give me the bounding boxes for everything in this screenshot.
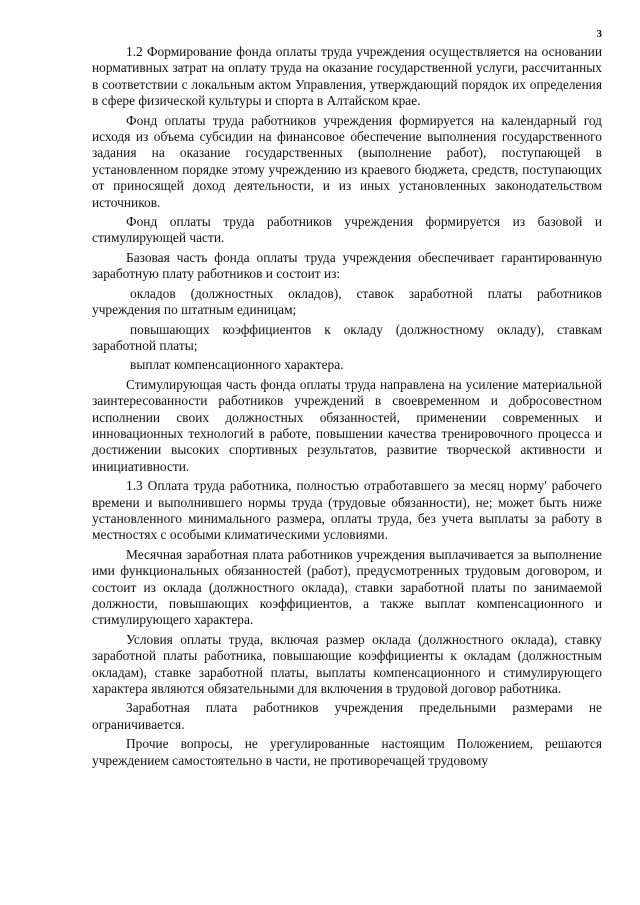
list-item-salaries: окладов (должностных окладов), ставок заработной платы работников учреждения по штатным единицам; — [92, 285, 602, 318]
paragraph-1-3-minimum-wage: 1.3 Оплата труда работника, полностью отработавшего за месяц норму' рабочего времени и выполнившего нормы труда (трудовые обязанности), не; может быть ниже установленного минимального размера, оплаты труда, без учета выплаты за работу в местностях с особыми климатическими условиями. — [92, 478, 602, 543]
paragraph-no-limit: Заработная плата работников учреждения предельными размерами не ограничивается. — [92, 700, 602, 732]
document-body — [92, 44, 602, 769]
paragraph-pay-conditions: Условия оплаты труда, включая размер оклада (должностного оклада), ставку заработной платы работника, повышающие коэффициенты к окладам (должностным окладам), ставке заработной платы, выплаты компенсационного и стимулирующего характера являются обязательными для включения в трудовой договор работника. — [92, 631, 602, 697]
paragraph-1-2-fund-formation: 1.2 Формирование фонда оплаты труда учреждения осуществляется на основании нормативных затрат на оплату труда на оказание государственной услуги, рассчитанных в соответствии с локальным актом Управления, утверждающий порядок их определения в сфере физической культуры и спорта в Алтайском крае. — [92, 44, 602, 109]
list-item-compensation: выплат компенсационного характера. — [130, 357, 344, 373]
paragraph-fund-parts: Фонд оплаты труда работников учреждения формируется из базовой и стимулирующей части. — [92, 214, 602, 246]
paragraph-base-part: Базовая часть фонда оплаты труда учреждения обеспечивает гарантированную заработную плату работников и состоит из: — [92, 249, 602, 282]
page-number: 3 — [596, 28, 602, 40]
list-item-coefficients: повышающих коэффициентов к окладу (должностному окладу), ставкам заработной платы; — [92, 321, 602, 353]
paragraph-stimulating-part: Стимулирующая часть фонда оплаты труда направлена на усиление материальной заинтересованности работников учреждений в своевременном и добросовестном исполнении своих должностных обязанностей, применении современных и инновационных технологий в работе, повышении качества тренировочного процесса и достижении высоких спортивных результатов, развитие творческой активности и инициативности. — [92, 376, 602, 474]
paragraph-monthly-salary: Месячная заработная плата работников учреждения выплачивается за выполнение ими функциональных обязанностей (работ), предусмотренных трудовым договором, и состоит из оклада (должностного оклада), ставки заработной платы по занимаемой должности, повышающих коэффициентов, а также выплат компенсационного и стимулирующего характера. — [92, 546, 602, 628]
paragraph-other-questions: Прочие вопросы, не урегулированные настоящим Положением, решаются учреждением самостоятельно в части, не противоречащей трудовому — [92, 736, 602, 768]
paragraph-fund-calendar-year: Фонд оплаты труда работников учреждения формируется на календарный год исходя из объема субсидии на финансовое обеспечение выполнения государственного задания на оказание государственных (выполнение работ), поступающей в установленном порядке этому учреждению из краевого бюджета, средств, поступающих от приносящей доход деятельности, и из иных установленных законодательством источников. — [92, 112, 602, 210]
